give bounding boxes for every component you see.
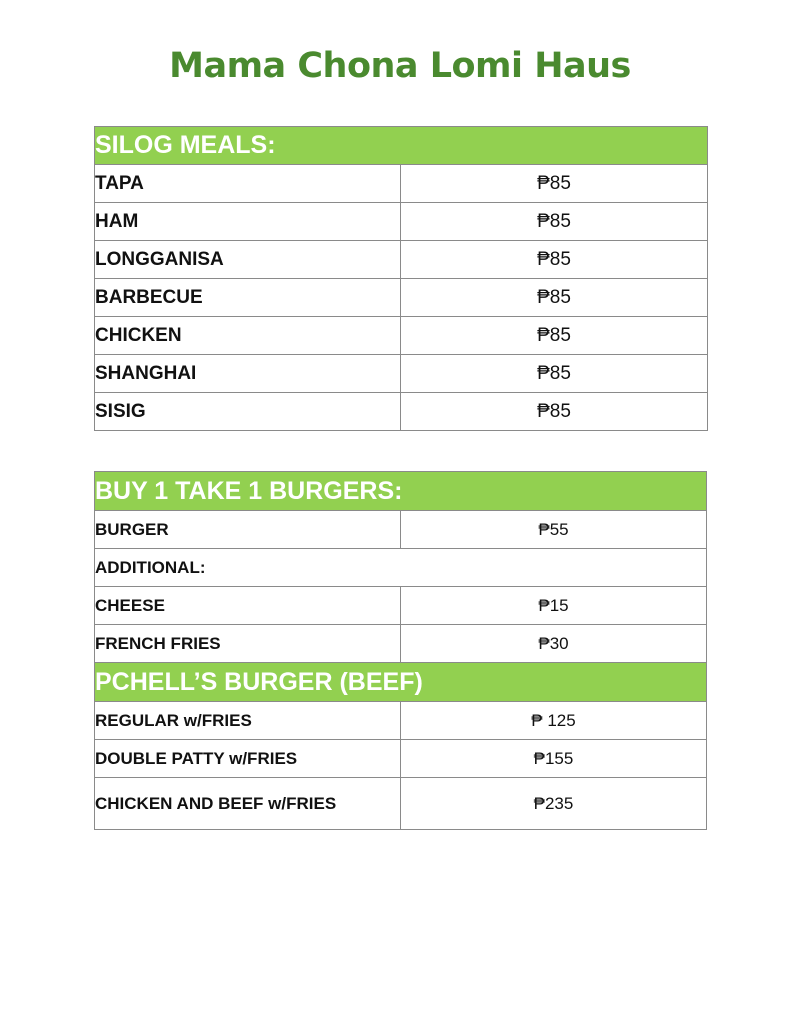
item-price: ₱30 [401,625,707,663]
item-name: DOUBLE PATTY w/FRIES [95,740,401,778]
item-name: SHANGHAI [95,355,401,393]
section-header-pchell: PCHELL’S BURGER (BEEF) [95,663,707,702]
item-price: ₱85 [401,203,708,241]
item-price: ₱55 [401,511,707,549]
pchell-header-row [95,663,707,702]
table-row [95,740,707,778]
item-price: ₱85 [401,165,708,203]
item-name: FRENCH FRIES [95,625,401,663]
item-price: ₱85 [401,279,708,317]
item-name: TAPA [95,165,401,203]
table-row [95,165,708,203]
item-price: ₱85 [401,241,708,279]
table-row [95,511,707,549]
item-price: ₱85 [401,317,708,355]
item-price: ₱85 [401,393,708,431]
item-price: ₱ 125 [401,702,707,740]
table-row [95,279,708,317]
table-row [95,317,708,355]
additional-row [95,549,707,587]
table-row [95,393,708,431]
page-title: Mama Chona Lomi Haus [169,46,631,86]
item-name: CHICKEN AND BEEF w/FRIES [95,778,401,830]
item-name: REGULAR w/FRIES [95,702,401,740]
additional-label: ADDITIONAL: [95,549,707,587]
table-row [95,702,707,740]
item-name: CHICKEN [95,317,401,355]
table-row [95,587,707,625]
silog-meals-table [94,126,708,431]
item-name: LONGGANISA [95,241,401,279]
item-name: HAM [95,203,401,241]
table-row [95,203,708,241]
burgers-header-row [95,472,707,511]
item-price: ₱85 [401,355,708,393]
item-price: ₱235 [401,778,707,830]
table-row [95,355,708,393]
table-row [95,625,707,663]
section-header-silog: SILOG MEALS: [95,127,708,165]
item-name: SISIG [95,393,401,431]
item-price: ₱155 [401,740,707,778]
table-row [95,241,708,279]
item-name: BARBECUE [95,279,401,317]
silog-header-row [95,127,708,165]
table-row [95,778,707,830]
item-price: ₱15 [401,587,707,625]
item-name: BURGER [95,511,401,549]
item-name: CHEESE [95,587,401,625]
burgers-table [94,471,707,830]
section-header-burgers: BUY 1 TAKE 1 BURGERS: [95,472,707,511]
